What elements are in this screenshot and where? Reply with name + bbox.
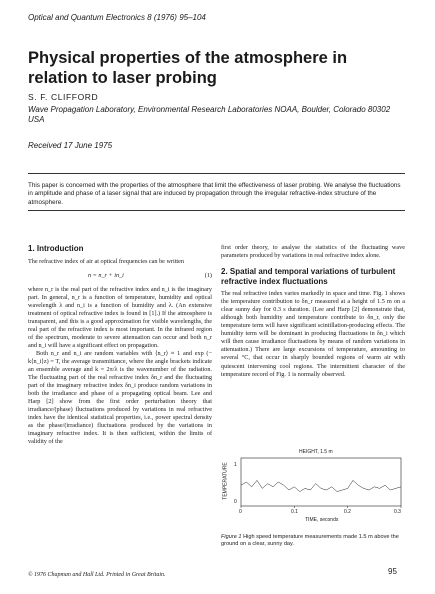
left-column (28, 244, 212, 447)
x-tick-label: 0.1 (291, 509, 298, 515)
caption-text: High speed temperature measurements made 1.5 m above the ground on a clear, sunny day. (221, 534, 399, 548)
y-tick-label: 0 (234, 499, 237, 505)
plot-frame (241, 458, 401, 506)
abstract: This paper is concerned with the properties of the atmosphere that limit the effectiveness of laser probing. We analyse the fluctuations in amplitude and phase of a laser signal that are induced by propagation through the irregular refractive-index structure of the atmosphere. (28, 182, 401, 206)
x-tick-label: 0 (239, 509, 242, 515)
figure-caption (221, 534, 405, 549)
journal-header: Optical and Quantum Electronics 8 (1976) 95–104 (28, 13, 206, 22)
equation-1 (28, 272, 212, 280)
author-name: S. F. CLIFFORD (28, 92, 99, 102)
paragraph: where n_r is the real part of the refractive index and n_i is the imaginary part. In general, n_r is a function of temperature, humidity and optical wavelength λ and n_i is a function of humidity and λ. (An extensive treatment of optical refractive index is found in [1].) If the atmosphere is transparent, and this is a good approximation for visible wavelengths, the real part of the refractive index is most important. In the infrared region of the spectrum, moderate to severe attenuation can occur and both n_r and n_i will have a significant effect on propagation. (28, 285, 212, 349)
paragraph: The real refractive index varies markedly in space and time. Fig. 1 shows the temperature contribution to δn_r measured at a height of 1.5 m on a clear sunny day for 0.3 s duration. (Lee and Harp [2] demonstrate that, although both humidity and temperature contribute to δn_r, only the temperature term will have significant scintillation-producing effects. The humidity term will be dominant in producing fluctuations in δn_i which will then cause irradiance fluctuations by means of random variations in attenuation.) There are large excursions of temperature, amounting to several °C, that occur in sharply bounded regions of warm air with quiescent intervening cool regions. The intermittent character of the temperature record of Fig. 1 is normally observed. (221, 290, 405, 378)
right-column (221, 244, 405, 379)
abstract-bottom-rule (28, 210, 405, 211)
x-axis-label: TIME, seconds (305, 517, 339, 523)
x-tick-label: 0.2 (344, 509, 351, 515)
paragraph-continued: first order theory, to analyse the statistics of the fluctuating wave parameters produced by variations in real refractive index alone. (221, 244, 405, 260)
paragraph: Both n_r and n_i are random variables with ⟨n_r⟩ ≈ 1 and exp (− k⟨n_i⟩z) = T, the average transmittance, where the angle brackets indicate an ensemble average and k = 2π/λ is the wavenumber of the radiation. The fluctuating part of the real refractive index δn_r and the fluctuating part of the imaginary refractive index δn_i produce random variations in both the irradiance and phase of a propagating optical beam. Lee and Harp [2] show from the first order perturbation theory that irradiance/(phase) fluctuations produced by variations in real refractive index have the identical statistical properties, i.e., power spectral density as the phase/(irradiance) fluctuations produced by the variations in imaginary refractive index. It is then sufficient, within the limits of validity of the (28, 349, 212, 446)
figure-height-label: HEIGHT, 1.5 m (299, 449, 333, 455)
caption-label: Figure 1 (221, 534, 242, 540)
figure-1 (221, 448, 405, 526)
author-affiliation: Wave Propagation Laboratory, Environmental Research Laboratories NOAA, Boulder, Colorado 80302 USA (28, 105, 391, 124)
x-tick-label: 0.3 (394, 509, 401, 515)
equation-number: (1) (204, 271, 212, 279)
received-date: Received 17 June 1975 (28, 141, 113, 150)
abstract-top-rule (28, 173, 405, 174)
page-number: 95 (388, 567, 397, 576)
temperature-trace (241, 480, 401, 491)
article-title: Physical properties of the atmosphere in relation to laser probing (28, 49, 348, 87)
intro-text: The refractive index of air at optical frequencies can be written (28, 257, 184, 265)
y-tick-label: 1 (234, 462, 237, 468)
equation-body: n = n_r + in_i (88, 271, 124, 279)
copyright-notice: © 1976 Chapman and Hall Ltd. Printed in Great Britain. (28, 572, 166, 578)
section-heading-introduction: 1. Introduction (28, 244, 84, 253)
y-axis-label: TEMPERATURE (222, 462, 229, 500)
section-heading-variations: 2. Spatial and temporal variations of turbulent refractive index fluctuations (221, 267, 396, 286)
temperature-chart (221, 448, 405, 526)
